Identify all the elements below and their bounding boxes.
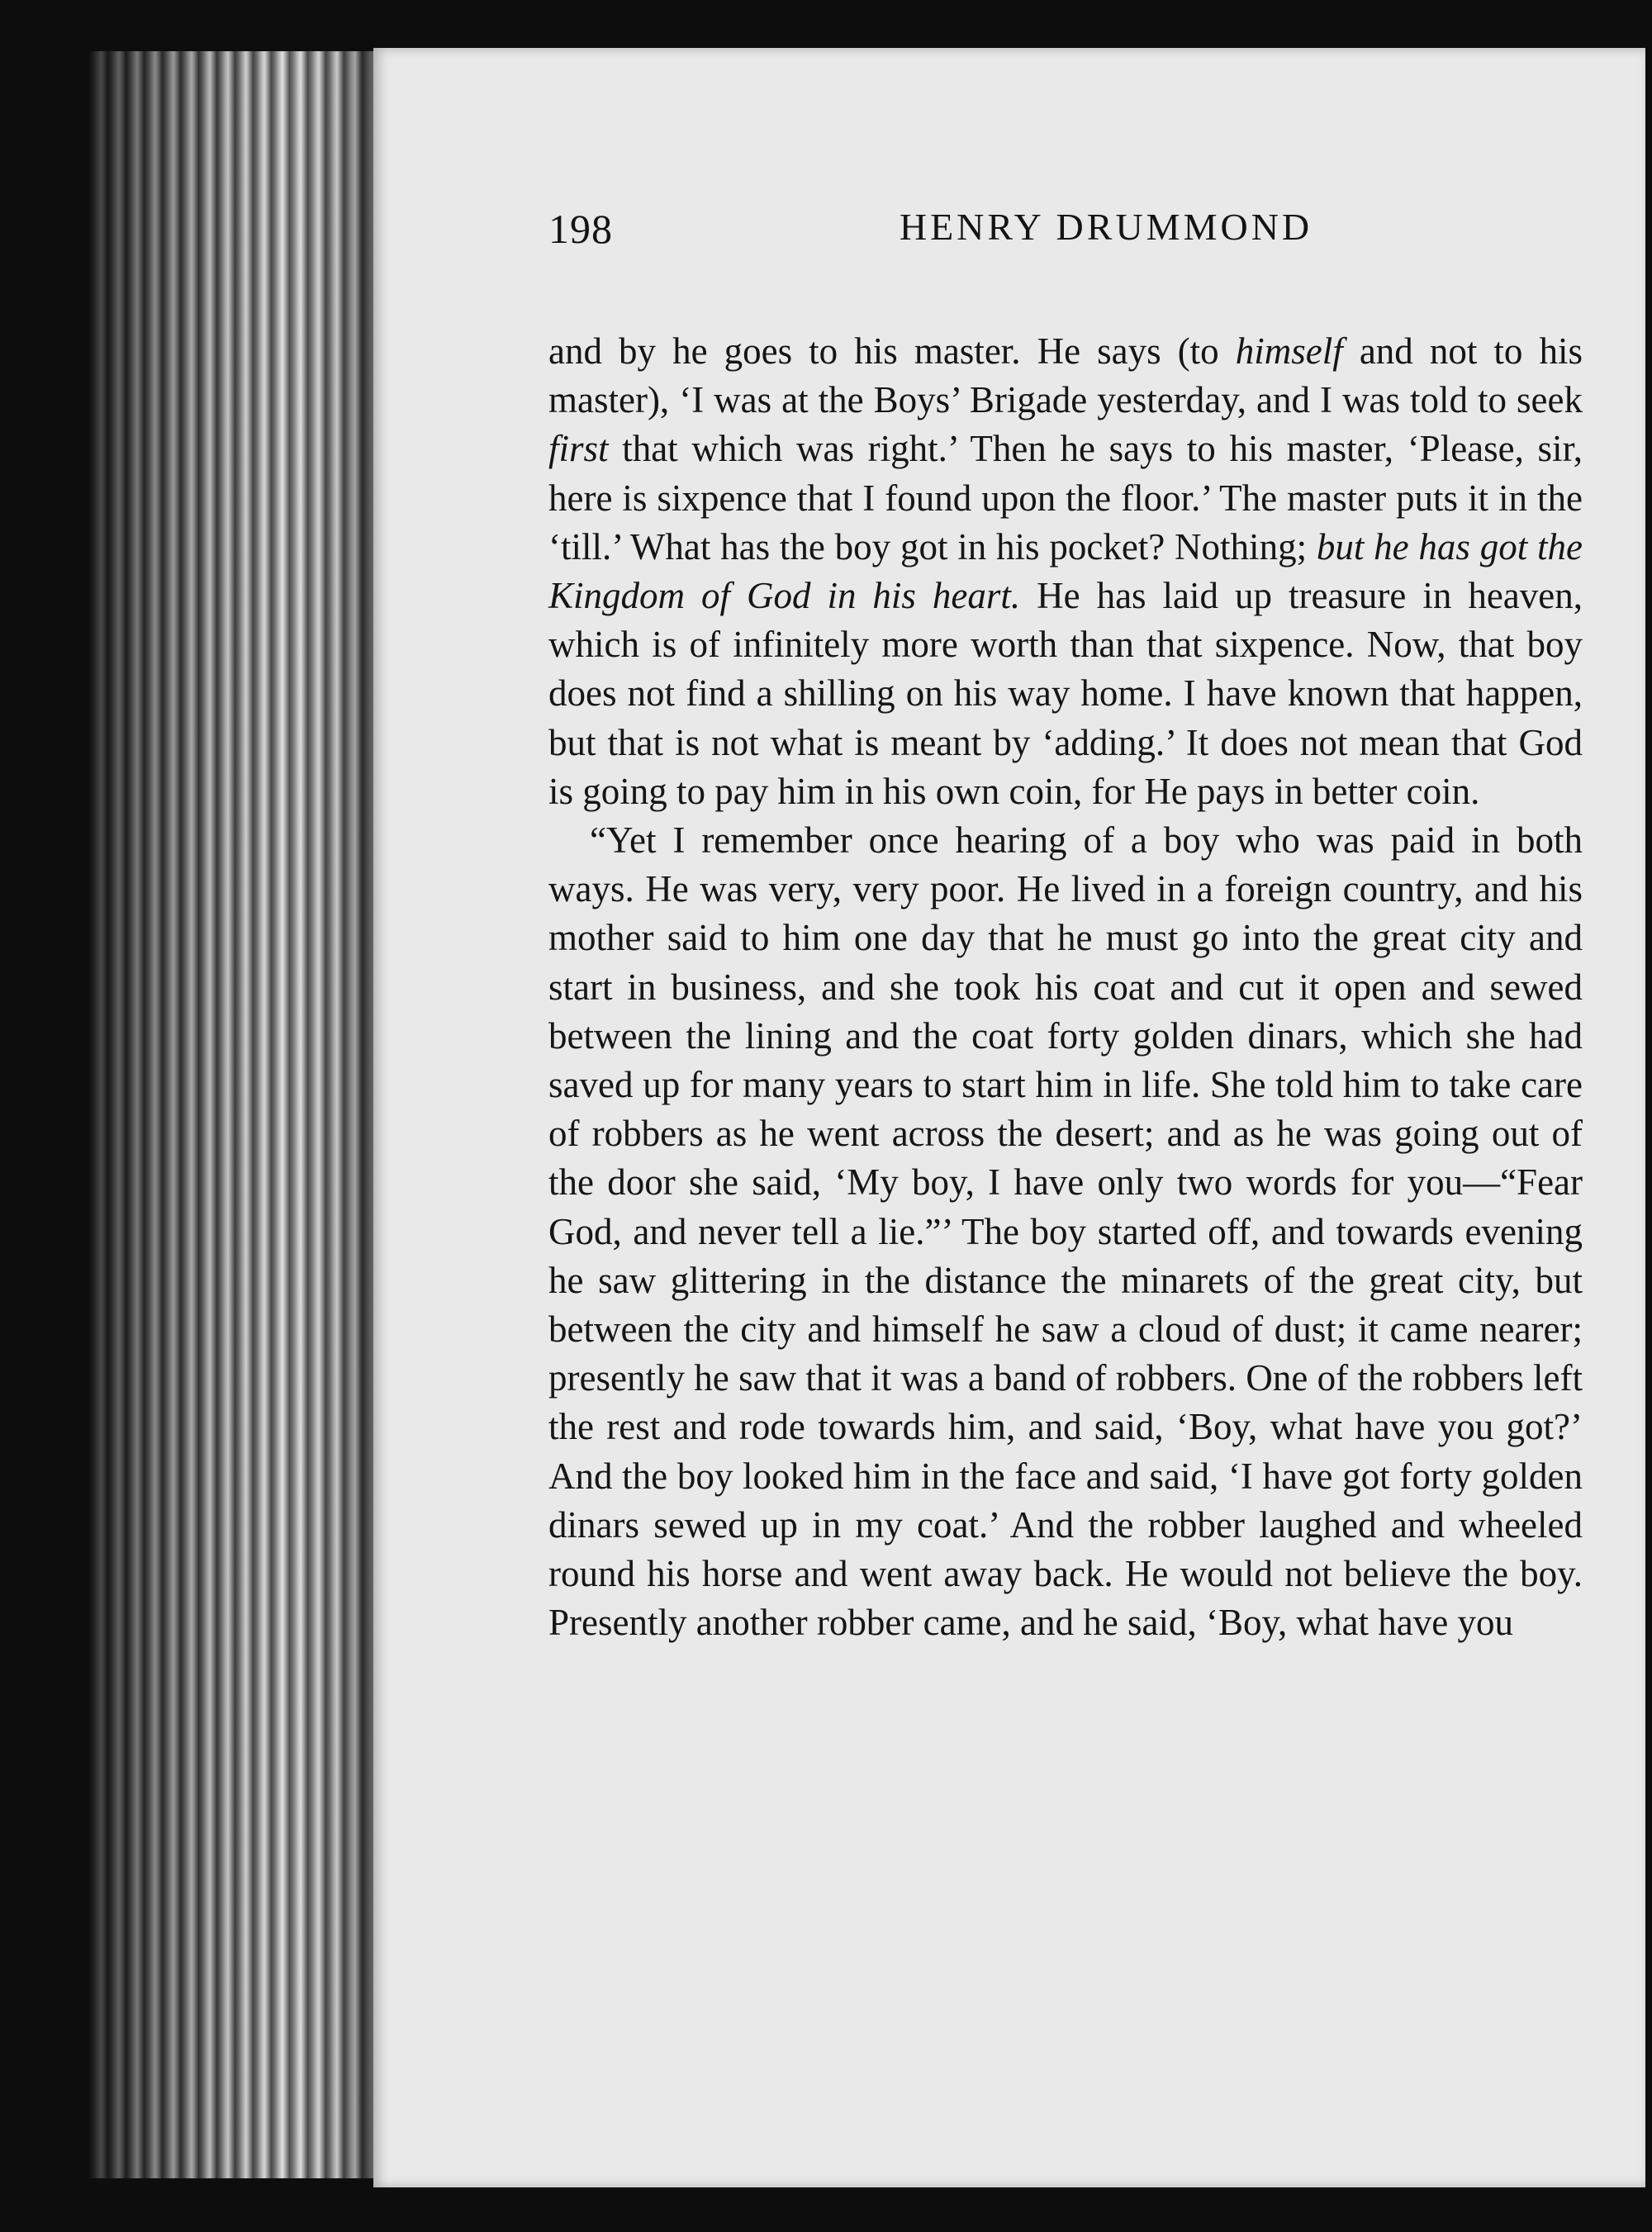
- page-number: 198: [548, 206, 613, 252]
- paragraph-1-text-4: He has laid up treasure in heaven, which is of infinitely more worth than that sixpence. Now, that boy does not find a shilling on his way home. I have known that happen, but that is not what is meant by ‘adding.’ It does not mean that God is going to pay him in his own coin, for He pays in better coin.: [548, 575, 1583, 812]
- paragraph-1-text-2: and not to his master), ‘I was at the Boys’ Brigade yesterday, and I was told to seek: [548, 330, 1583, 421]
- book-page: [373, 48, 1645, 2187]
- italic-kingdom-phrase: but he has got the Kingdom of God in his heart.: [548, 525, 1583, 617]
- italic-himself: himself: [1235, 330, 1343, 372]
- scan-bottom-border: [0, 2187, 1652, 2232]
- running-head-title: HENRY DRUMMOND: [899, 206, 1313, 248]
- paragraph-1-text-1: and by he goes to his master. He says (to: [548, 330, 1236, 372]
- paragraph-1: [548, 327, 1583, 816]
- italic-first: first: [548, 428, 609, 470]
- body-text: [548, 327, 1583, 1647]
- page-edges-shading: [89, 51, 374, 2178]
- paragraph-2: “Yet I remember once hearing of a boy who was paid in both ways. He was very, very poor. He lived in a foreign country, and his mother said to him one day that he must go into the great city and start in business, and she took his coat and cut it open and sewed between the lining and the coat forty golden dinars, which she had saved up for many years to start him in life. She told him to take care of robbers as he went across the desert; and as he was going out of the door she said, ‘My boy, I have only two words for you—“Fear God, and never tell a lie.”’ The boy started off, and towards evening he saw glittering in the distance the minarets of the great city, but between the city and himself he saw a cloud of dust; it came nearer; presently he saw that it was a band of robbers. One of the robbers left the rest and rode towards him, and said, ‘Boy, what have you got?’ And the boy looked him in the face and said, ‘I have got forty golden dinars sewed up in my coat.’ And the robber laughed and wheeled round his horse and went away back. He would not believe the boy. Presently another robber came, and he said, ‘Boy, what have you: [548, 819, 1583, 1644]
- paragraph-1-text-3: that which was right.’ Then he says to his master, ‘Please, sir, here is sixpence that I found upon the floor.’ The master puts it in the ‘till.’ What has the boy got in his pocket? Nothing;: [548, 428, 1583, 567]
- running-head: [548, 205, 1652, 263]
